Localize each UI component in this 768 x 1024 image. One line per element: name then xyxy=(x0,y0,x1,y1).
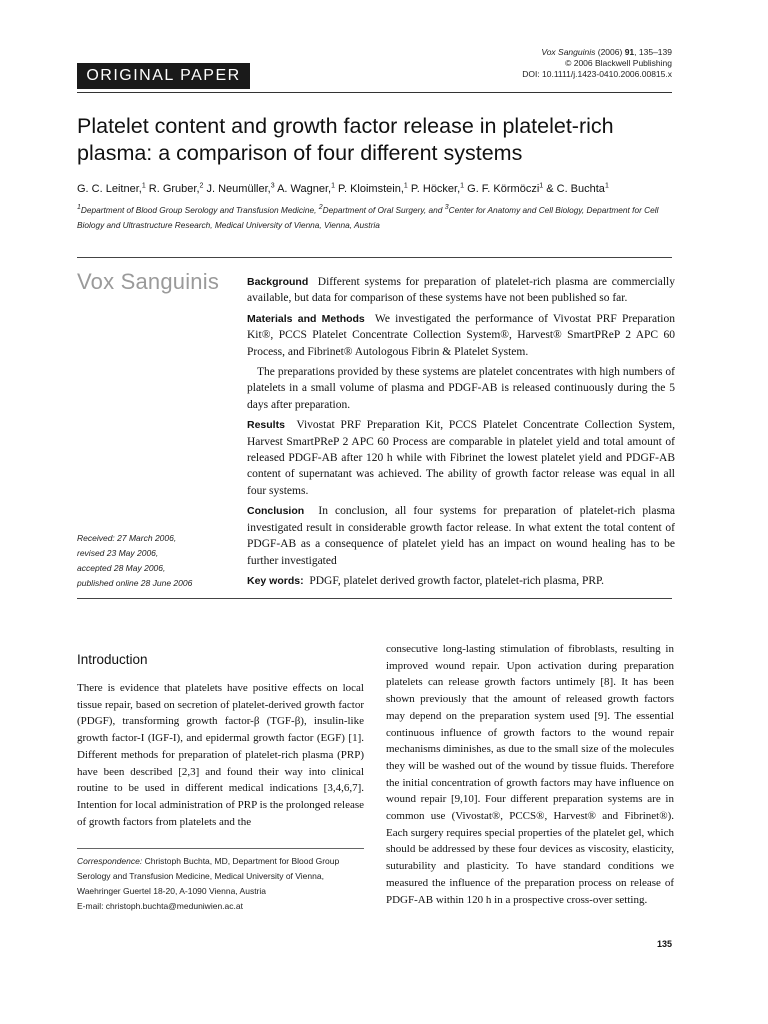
abstract-results: Results Vivostat PRF Preparation Kit, PCCS Platelet Concentrate Collection System, Harvest SmartPReP 2 APC 60 Process are comparable in platelet yield and total amount of released PDGF-AB after 120 h while with Fibrinet the lowest platelet yield and PDGF-AB content of supernatant was achieved. The ability of growth factor release was equal in all four systems. xyxy=(247,419,675,497)
author: R. Gruber,$^2$ xyxy=(148,182,204,195)
correspondence-address: Christoph Buchta, MD, Department for Blood Group Serology and Transfusion Medicine, Medical University of Vienna, Waehringer Guertel 18-20, A-1090 Vienna, Austria xyxy=(77,856,340,896)
author: P. Kloimstein,$^1$ xyxy=(338,182,408,195)
correspondence xyxy=(77,854,367,914)
abstract-methods-continued: The preparations provided by these systems are platelet concentrates with high numbers of platelets in a small volume of plasma and PDGF-AB is released continuously during the 5 days after preparation. xyxy=(247,366,675,411)
author: & C. Buchta$^1$ xyxy=(546,182,609,195)
abstract xyxy=(247,274,675,593)
author: G. F. Körmöczi$^1$ xyxy=(467,182,544,195)
citation-volume: 91 xyxy=(624,47,635,57)
introduction-right-column: consecutive long-lasting stimulation of fibroblasts, resulting in improved wound repair. Upon activation during preparation platelets can release growth factors untimely [8]. It has been shown previously that the amount of released growth factors may depend on the preparation system used [9]. The essential continuous influence of growth factors to the wound repair mechanisms diminishes, as due to the small size of the molecules they will be washed out of the wound by tissue fluids. Therefore the initial concentration of growth factors may have influence on wound repair [9,10]. Four different preparation systems are in common use (Vivostat®, PCCS®, Harvest® and Fibrinet®). Each surgery requires special properties of the platelet gel, which should be addressed by these four devices as viscosity, elasticity, suturability and plasticity. To have standard conditions we measured the influence of the preparation process on release of PDGF-AB within 120 h in a prospective cross-over setting. xyxy=(386,643,674,906)
header-divider xyxy=(77,92,672,93)
author: G. C. Leitner,$^1$ xyxy=(77,182,146,195)
article-type-badge: ORIGINAL PAPER xyxy=(77,63,250,89)
abstract-top-divider xyxy=(77,257,672,258)
citation-journal: Vox Sanguinis xyxy=(541,47,596,57)
citation-pages: , 135–139 xyxy=(634,47,672,57)
correspondence-label: Correspondence: xyxy=(77,856,143,866)
journal-citation xyxy=(522,47,672,80)
author: A. Wagner,$^1$ xyxy=(277,182,335,195)
doi-line: DOI: 10.1111/j.1423-0410.2006.00815.x xyxy=(522,69,672,79)
citation-year: (2006) xyxy=(597,47,623,57)
correspondence-email[interactable]: E-mail: christoph.buchta@meduniwien.ac.at xyxy=(77,901,243,911)
author-list xyxy=(77,182,677,196)
abstract-methods: Materials and Methods We investigated the performance of Vivostat PRF Preparation Kit®, PCCS Platelet Concentrate Collection System®, Harvest® SmartPReP 2 APC 60 Process, and Fibrinet® Autologous Fibrin & Platelet System. xyxy=(247,312,675,358)
revised-date: revised 23 May 2006, xyxy=(77,548,159,558)
introduction-left-column: There is evidence that platelets have positive effects on local tissue repair, based on secretion of platelet-derived growth factor (PDGF), transforming growth factor-β (TGF-β), insulin-like growth factor-I (IGF-I), and epidermal growth factor (EGF) [1]. Different methods for preparation of platelet-rich plasma (PRP) have been described [2,3] and found their way into clinical routine to be used in different medical indications [3,4,6,7]. Intention for local administration of PRP is the prolonged release of growth factors from platelets and the xyxy=(77,682,364,828)
author: P. Höcker,$^1$ xyxy=(410,182,465,195)
abstract-conclusion: Conclusion In conclusion, all four systems for preparation of platelet-rich plasma investigated result in considerable growth factor release. In what extent the total content of PDGF-AB as a consequence of platelet yield has an impact on wound healing has to be further investigated xyxy=(247,505,675,567)
received-date: Received: 27 March 2006, xyxy=(77,533,177,543)
affiliations: $^1$Department of Blood Group Serology and Transfusion Medicine, $^2$Department of Oral Surgery, and $^3$Center for Anatomy and Cell Biology, Department for Cell Biology and Ultrastructure Research, Medical University of Vienna, Vienna, Austria xyxy=(77,204,659,230)
article-dates xyxy=(77,531,192,591)
published-date: published online 28 June 2006 xyxy=(77,578,193,588)
citation-line xyxy=(522,47,672,58)
author: J. Neumüller,$^3$ xyxy=(206,182,275,195)
accepted-date: accepted 28 May 2006, xyxy=(77,563,166,573)
article-title: Platelet content and growth factor release in platelet-rich plasma: a comparison of four different systems xyxy=(77,114,614,165)
introduction-heading: Introduction xyxy=(77,652,148,667)
abstract-background: Background Different systems for preparation of platelet-rich plasma are commercially available, but data for comparison of these systems have not been published so far. xyxy=(247,276,676,305)
abstract-keywords: Key words: PDGF, platelet derived growth factor, platelet-rich plasma, PRP. xyxy=(247,574,605,587)
copyright-line: © 2006 Blackwell Publishing xyxy=(565,58,672,68)
correspondence-divider xyxy=(77,848,364,849)
journal-name-logo: Vox Sanguinis xyxy=(77,269,220,294)
page-number: 135 xyxy=(656,939,672,949)
abstract-bottom-divider xyxy=(77,598,672,599)
